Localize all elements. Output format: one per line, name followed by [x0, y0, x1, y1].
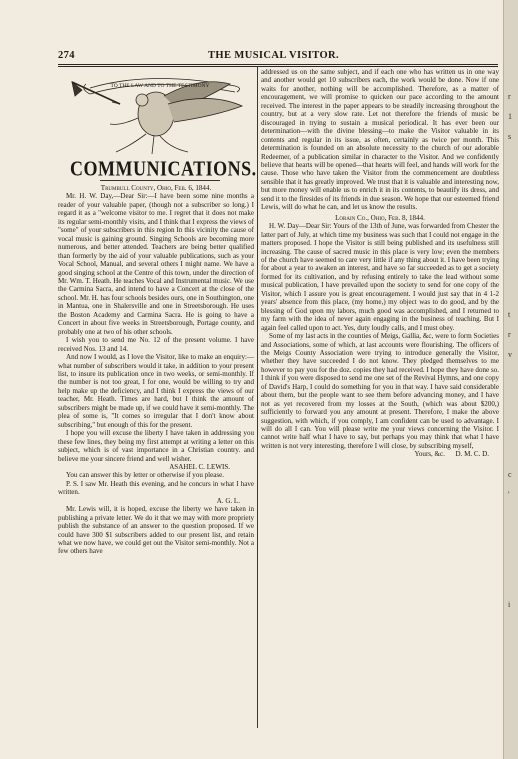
adjacent-page-edge: r 1 s t r v c ' i [503, 0, 518, 759]
editor-reply-part1: Mr. Lewis will, it is hoped, excuse the liberty we have taken in publishing a private letter. We do it that we may with more propriety publish the substance of an answer to the question proposed. If we could have 300 $1 subscribers added to our present list, and retain what we now have, we could get out the Visitor semi-monthly. Not a few others have [58, 505, 254, 556]
letter1-signature: ASAHEL C. LEWIS. [169, 462, 230, 471]
letter2-closing: Yours, &c. [414, 450, 445, 459]
letter1-paragraph-4: I hope you will excuse the liberty I have taken in addressing you these few lines, they being my first attempt at writing a letter on this subject, which is of vast importance in a Christian country. and believe me your sincere friend and well wisher. [58, 429, 254, 463]
running-header [58, 50, 498, 64]
letter1-closing: You can answer this by letter or otherwise if you please. [66, 471, 224, 480]
letter1-postscript: P. S. I saw Mr. Heath this evening, and he concurs in what I have written. [58, 479, 254, 497]
letter1-paragraph-2: I wish you to send me No. 12 of the present volume. I have received Nos. 13 and 14. [58, 336, 254, 353]
header-rule [58, 64, 498, 65]
right-column [261, 68, 499, 459]
left-column [58, 184, 254, 556]
letter1-paragraph-3: And now I would, as I love the Visitor, like to make an enquiry:—what number of subscribers would it take, in addition to your present list, to insure its publication once in two weeks, or semi-monthly. If the number is not too great, I for one, would be willing to try and help make up the deficiency, and I think I express the views of our teacher, Mr. Heath. Times are hard, but I think the amount of subscribers might be made up, if we could have it semi-monthly. The plea of some is, "It comes so irregular that I don't know about subscribing," but enough of this for the present. [58, 353, 254, 429]
letter2-signature: D. M. C. D. [455, 450, 489, 459]
letter2-signoff [261, 450, 499, 458]
angel-trumpet-illustration [60, 66, 255, 156]
letter1-dateline: Trumbull County, Ohio, Feb. 6, 1844. [100, 184, 212, 192]
letter2-paragraph-1: H. W. Day—Dear Sir: Yours of the 13th of June, was forwarded from Chester the latter part of July, at which time my business was such that I could not engage in the matters proposed. I hope the Visitor is still being published and its usefulness still increasing. The cause of sacred music in this place is very low; even the members of the church have seemed to care very little if any thing about it. I have been trying for about a year to awaken an interest, and have so far succeeded as to get a society formed for its cultivation, and by refusing entirely to take the lead without some musical publication, I have prevailed upon the society to send for one copy of the Visitor, which I assure you is great encouragement. I would just say that in 4 1-2 years' absence from this place, (my home,) my object was to do good, and by the blessing of God upon my labors, much good was accomplished, and I returned to my farm with the idea of never again engaging in the business of teaching. But I again feel called upon to act. Yes, duty loudly calls, and I must obey. [261, 222, 499, 332]
letter2-paragraph-2: Some of my last acts in the counties of Meigs, Gallia, &c, were to form Societies and Associations, some of which, at last accounts were flourishing. The officers of the Meigs County Association were trying to introduce generally the Visitor, whether they have succeeded I do not know. They pledged themselves to me however to pay you for the doz. copies they had received. I hope they have done so. I think if you were disposed to send me one set of the Revival Hymns, and one copy of David's Harp, I could do something for you in that way. I have said considerable about them, but the people want to see them before advancing money, and I have not as yet recovered from my losses at the South, (which was about $200,) sufficiently to forward you any amount at present. Therefore, I make the above suggestion, with which, if you comply, I am confident can be used to advantage. I will do all I can. You will please write me your views concerning the Visitor. I cannot write half what I have to say, but perhaps you may think that what I have written is not very interesting, therefore I will close, by subscribing myself, [261, 332, 499, 450]
page-number: 274 [58, 50, 75, 61]
column-divider [257, 66, 258, 728]
editor-reply-part2: addressed us on the same subject, and if each one who has written us in one way and another would get 10 subscribers each, the work would be done. Now if one waits for another, nothing will be accomplished. Therefore, as a matter of encouragement, we will promise to quicken our pace according to the amount received. The interest in the paper appears to be steadily increasing throughout the country, but at a very slow rate. Let not therefore the friends of music be discouraged in trying to sustain a musical periodical. It has ever been our determination—with the divine blessing—to make the Visitor valuable in its contents and regular in its issue, as often, certainly as twice per month. This determination is founded on an absolute necessity to the church of our adorable Redeemer, of a publication similar in character to the Visitor. And we confidently believe that hearts will be opened—that hearts will feel, and hands will work for the cause. Those who have taken the Visitor from the commencement are doubtless sensible that it has greatly improved. We trust that it is valuable and interesting now, but more money will enable us to enrich it in its contents, to beautify its dress, and send it to the firesides of its friends in due season. We hope that our esteemed friend Lewis, will do what he can, and let us know the results. [261, 68, 499, 212]
journal-title: THE MUSICAL VISITOR. [208, 50, 340, 61]
letter2-dateline: Lorain Co., Ohio, Feb. 8, 1844. [335, 213, 425, 222]
letter1-paragraph-1: Mr. H. W. Day,—Dear Sir:—I have been some nine months a reader of your valuable paper, (though not a subscriber so long.) I regard it as a "welcome visitor to me. I regret that it does not make its regular semi-monthly visits, and I think that I express the views of "some" of your subscribers in this region In this vicinity the cause of vocal music is gaining ground. Singing Schools are becoming more numerous, and better attended. Teachers are being better qualified than formerly by the aid of your valuable publications, such as your Vocal School, Manual, and several others I might name. We have a good singing school at the Centre of this town, under the direction of Mr. Wm. T. Heath. He teaches Vocal and Instrumental music. We use the Carmina Sacra, and intend to have a Concert at the close of the school. Mr. H. has four schools besides ours, one in Southington, one in Mantua, one in Shalersville and one in Streetsborough. He uses the Boston Academy and Carmina Sacra. He is going to have a Concert in about five weeks in Streetsborough, Portage county, and probably one at two of his other schools. [58, 192, 254, 336]
section-title: COMMUNICATIONS. [70, 157, 257, 180]
title-rule [100, 180, 220, 181]
letter1-postscript-signature: A. G. L. [216, 496, 240, 505]
banner-scroll-text: TO THE LAW AND TO THE TESTIMONY [110, 83, 210, 89]
